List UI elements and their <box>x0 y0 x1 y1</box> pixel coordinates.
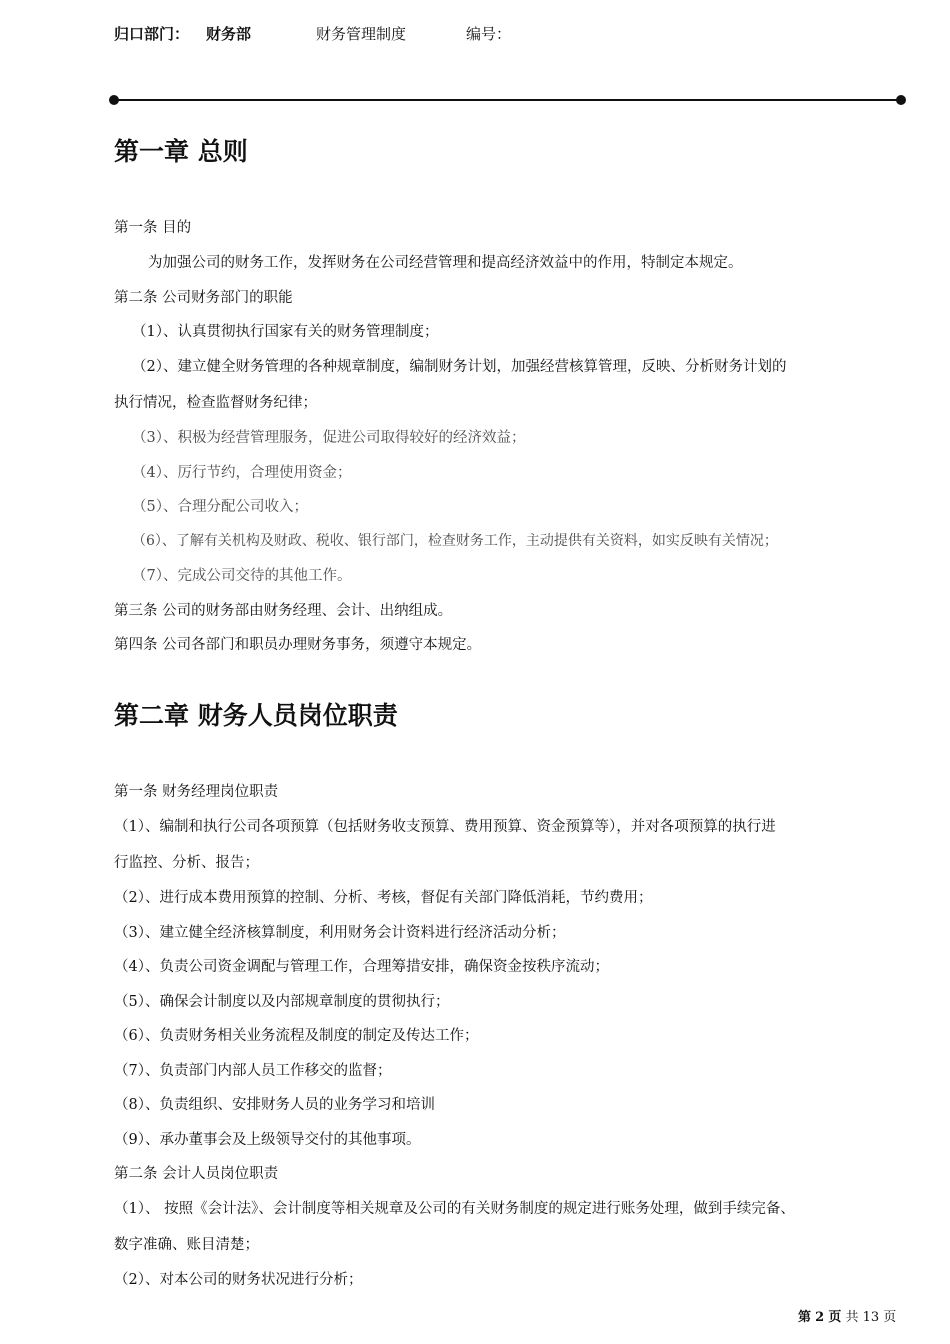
list-item-continued: 数字准确、账目清楚； <box>114 1237 259 1253</box>
list-item: （1）、编制和执行公司各项预算（包括财务收支预算、费用预算、资金预算等），并对各项预算的执行进 <box>114 819 776 835</box>
article-heading: 第一条 目的 <box>114 220 192 236</box>
list-item: （6）、负责财务相关业务流程及制度的制定及传达工作； <box>114 1028 479 1044</box>
list-item: （9）、承办董事会及上级领导交付的其他事项。 <box>114 1132 421 1148</box>
list-item: （2）、建立健全财务管理的各种规章制度，编制财务计划，加强经营核算管理，反映、分析财务计划的 <box>132 359 787 375</box>
chapter-2-title: 第二章 财务人员岗位职责 <box>114 701 398 730</box>
page-current: 2 <box>815 1310 825 1325</box>
page-prefix: 第 <box>798 1310 812 1325</box>
page-total: 共 13 页 <box>845 1310 897 1325</box>
divider-right-dot <box>896 95 906 105</box>
chapter-1-title: 第一章 总则 <box>114 137 248 166</box>
list-item: （3）、积极为经营管理服务，促进公司取得较好的经济效益； <box>132 430 526 446</box>
article-heading: 第二条 公司财务部门的职能 <box>114 290 293 306</box>
list-item: （6）、了解有关机构及财政、税收、银行部门，检查财务工作，主动提供有关资料，如实反映有关情况； <box>132 533 778 549</box>
page-footer <box>798 1306 896 1325</box>
list-item: （4）、负责公司资金调配与管理工作，合理筹措安排，确保资金按秩序流动； <box>114 959 609 975</box>
header-divider <box>113 99 902 101</box>
article-heading: 第一条 财务经理岗位职责 <box>114 784 279 800</box>
number-label: 编号： <box>466 25 512 43</box>
doc-title: 财务管理制度 <box>316 25 407 43</box>
article-heading: 第二条 会计人员岗位职责 <box>114 1166 279 1182</box>
list-item: （7）、完成公司交待的其他工作。 <box>132 568 352 584</box>
list-item: （5）、合理分配公司收入； <box>132 499 308 515</box>
list-item: （8）、负责组织、安排财务人员的业务学习和培训 <box>114 1097 435 1113</box>
list-item: （2）、对本公司的财务状况进行分析； <box>114 1272 363 1288</box>
article-heading: 第三条 公司的财务部由财务经理、会计、出纳组成。 <box>114 603 453 619</box>
list-item: （7）、负责部门内部人员工作移交的监督； <box>114 1063 392 1079</box>
list-item-continued: 行监控、分析、报告； <box>114 855 259 871</box>
divider-left-dot <box>109 95 119 105</box>
list-item: （4）、厉行节约，合理使用资金； <box>132 465 352 481</box>
list-item: （3）、建立健全经济核算制度，利用财务会计资料进行经济活动分析； <box>114 925 566 941</box>
list-item: （5）、确保会计制度以及内部规章制度的贯彻执行； <box>114 994 450 1010</box>
list-item: （2）、进行成本费用预算的控制、分析、考核，督促有关部门降低消耗，节约费用； <box>114 890 653 906</box>
article-heading: 第四条 公司各部门和职员办理财务事务，须遵守本规定。 <box>114 637 482 653</box>
list-item: （1）、 按照《会计法》、会计制度等相关规章及公司的有关财务制度的规定进行账务处理，做到手续完备、 <box>114 1201 795 1217</box>
paragraph: 为加强公司的财务工作，发挥财务在公司经营管理和提高经济效益中的作用，特制定本规定。 <box>148 255 743 271</box>
list-item-continued: 执行情况，检查监督财务纪律； <box>114 395 317 411</box>
dept-label: 归口部门： <box>114 25 190 43</box>
page-mid: 页 <box>828 1310 842 1325</box>
dept-value: 财务部 <box>206 25 252 43</box>
list-item: （1）、认真贯彻执行国家有关的财务管理制度； <box>132 324 439 340</box>
